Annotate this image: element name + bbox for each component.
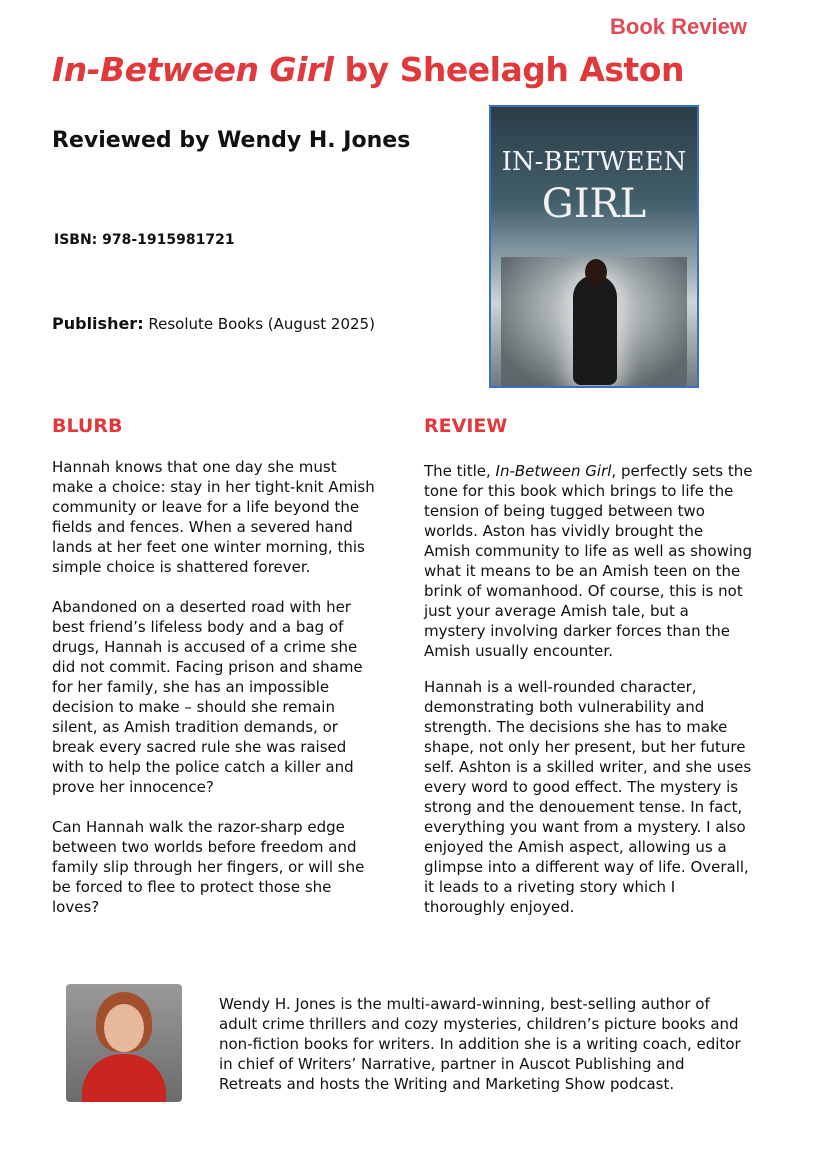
review-p1-rest: , perfectly sets the tone for this book which brings to life the tension of being tugged between two worlds. Aston has vividly brought the Amish community to life as well as showing what it means to be an Amish teen on the brink of womanhood. Of course, this is not just your average Amish tale, but a mystery involving darker forces than the Amish usually encounter. [424, 462, 753, 660]
book-title: In-Between Girl [52, 50, 334, 89]
publisher-value: Resolute Books (August 2025) [143, 315, 375, 333]
cover-title-line1: IN-BETWEEN [501, 147, 687, 177]
book-cover-image [489, 105, 699, 388]
cover-figure [573, 275, 617, 385]
photo-face [104, 1004, 144, 1052]
cover-figure-head [585, 259, 607, 285]
review-paragraph [424, 461, 754, 661]
reviewer-photo [66, 984, 182, 1102]
publisher-label: Publisher: [52, 314, 144, 333]
publisher [52, 314, 375, 333]
blurb-paragraph: Abandoned on a deserted road with her best friend’s lifeless body and a bag of drugs, Hannah is accused of a crime she did not commit. Facing prison and shame for her family, she has an impossible decision to make – should she remain silent, as Amish tradition demands, or break every sacred rule she was raised with to help the police catch a killer and prove her innocence? [52, 598, 363, 796]
section-label: Book Review [610, 14, 747, 39]
cover-title-line2: GIRL [541, 181, 647, 227]
review-book-title: In-Between Girl [495, 462, 612, 480]
isbn: ISBN: 978-1915981721 [54, 232, 235, 248]
author-byline: by Sheelagh Aston [333, 50, 684, 89]
reviewer-line: Reviewed by Wendy H. Jones [52, 128, 411, 153]
photo-body [82, 1054, 166, 1102]
review-paragraph: Hannah is a well-rounded character, demonstrating both vulnerability and strength. The decisions she has to make shape, not only her present, but her future self. Ashton is a skilled writer, and she uses every word to good effect. The mystery is strong and the denouement tense. In fact, everything you want from a mystery. I also enjoyed the Amish aspect, allowing us a glimpse into a different way of life. Overall, it leads to a riveting story which I thoroughly enjoyed. [424, 678, 752, 916]
page-title [52, 50, 684, 89]
blurb-paragraph: Hannah knows that one day she must make a choice: stay in her tight-knit Amish community or leave for a life beyond the fields and fences. When a severed hand lands at her feet one winter morning, this simple choice is shattered forever. [52, 458, 375, 576]
blurb-text [52, 457, 382, 937]
review-text [424, 461, 754, 933]
review-heading: REVIEW [424, 415, 508, 437]
blurb-heading: BLURB [52, 415, 123, 437]
review-p1-start: The title, [424, 462, 496, 480]
reviewer-bio: Wendy H. Jones is the multi-award-winning, best-selling author of adult crime thrillers and cozy mysteries, children’s picture books and non-fiction books for writers. In addition she is a writing coach, editor in chief of Writers’ Narrative, partner in Auscot Publishing and Retreats and hosts the Writing and Marketing Show podcast. [219, 995, 741, 1093]
blurb-paragraph: Can Hannah walk the razor-sharp edge between two worlds before freedom and family slip through her fingers, or will she be forced to flee to protect those she loves? [52, 818, 365, 916]
